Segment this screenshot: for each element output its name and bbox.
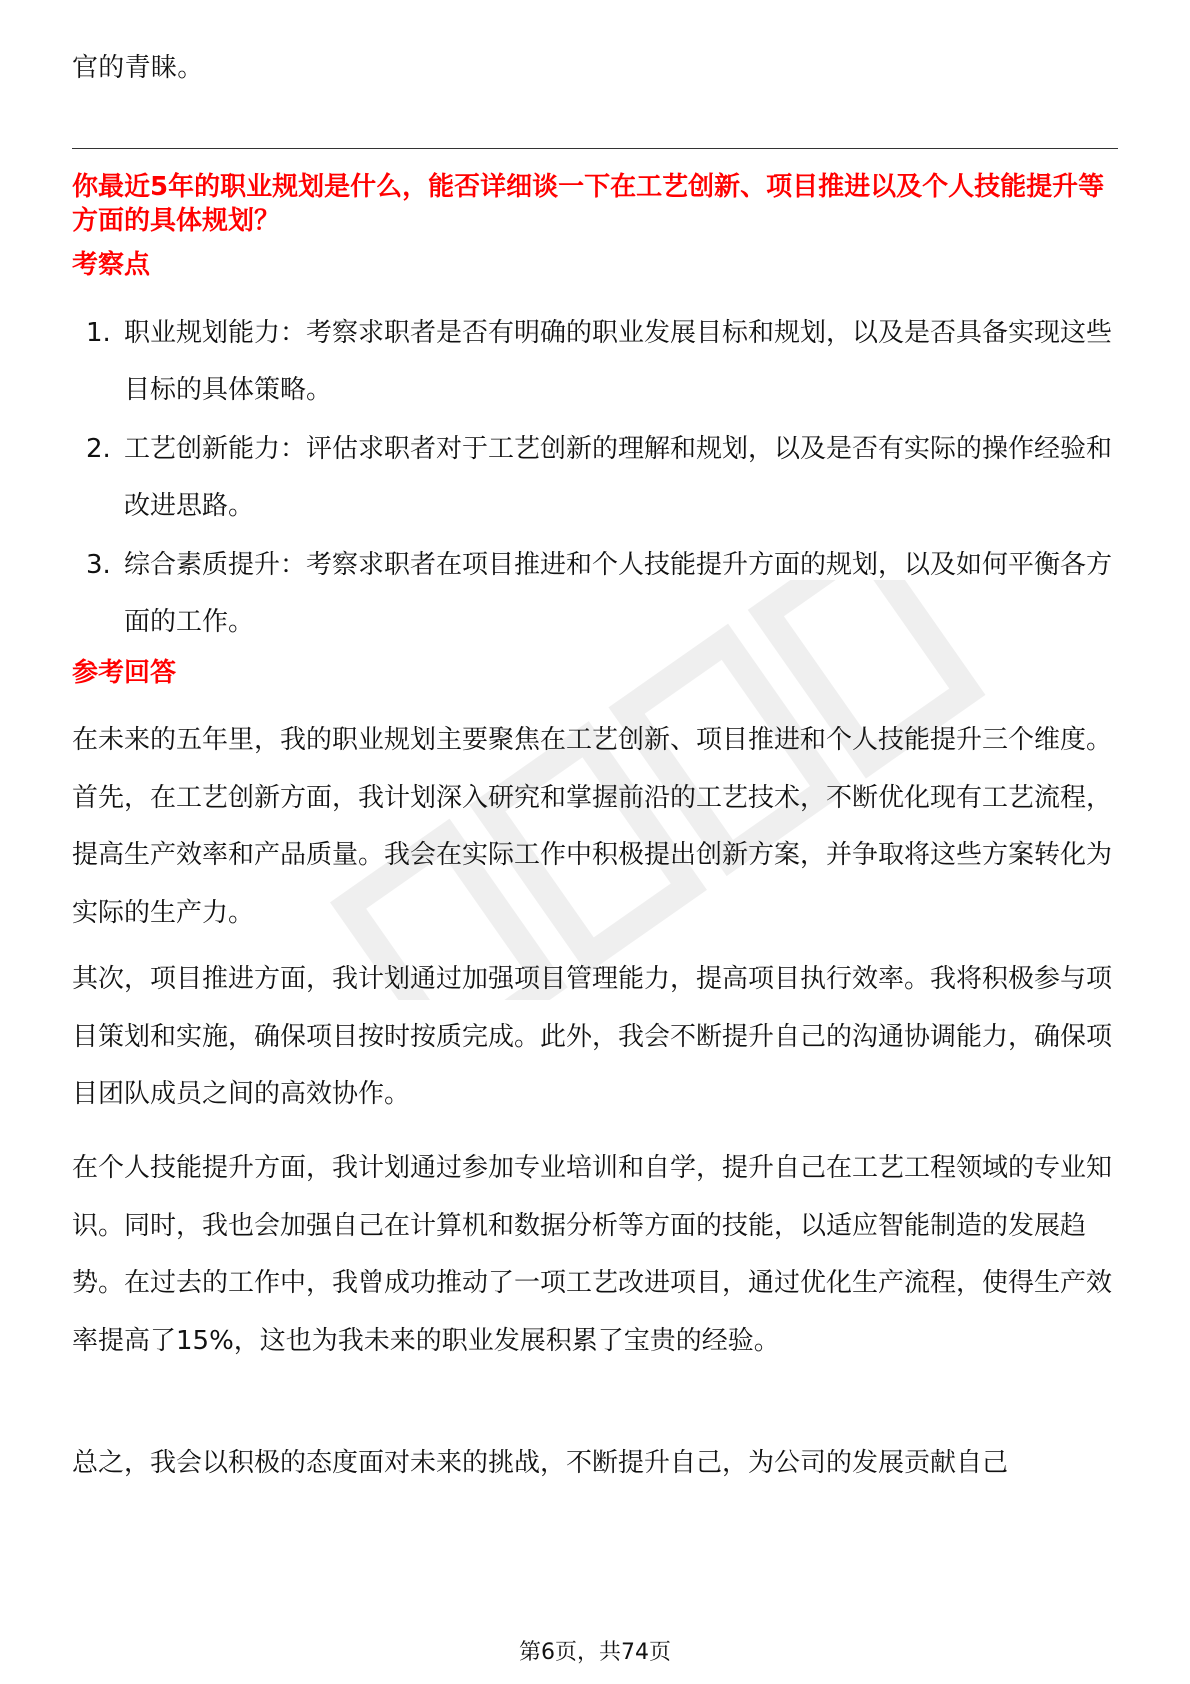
answer-paragraph: 在个人技能提升方面，我计划通过参加专业培训和自学，提升自己在工艺工程领域的专业知识。同时，我也会加强自己在计算机和数据分析等方面的技能，以适应智能制造的发展趋势。在过去的工作中，我曾成功推动了一项工艺改进项目，通过优化生产流程，使得生产效率提高了15%，这也为我未来的职业发展积累了宝贵的经验。 [72, 1153, 1113, 1356]
list-item-text: 综合素质提升：考察求职者在项目推进和个人技能提升方面的规划，以及如何平衡各方面的工作。 [124, 550, 1113, 637]
list-item [72, 305, 1118, 419]
answer-paragraph: 在未来的五年里，我的职业规划主要聚焦在工艺创新、项目推进和个人技能提升三个维度。首先，在工艺创新方面，我计划深入研究和掌握前沿的工艺技术，不断优化现有工艺流程，提高生产效率和产品质量。我会在实际工作中积极提出创新方案，并争取将这些方案转化为实际的生产力。 [72, 725, 1113, 928]
list-item-text: 职业规划能力：考察求职者是否有明确的职业发展目标和规划，以及是否具备实现这些目标的具体策略。 [124, 318, 1113, 405]
list-item-number: 3. [86, 550, 111, 580]
list-item-number: 2. [86, 434, 111, 464]
question-heading: 你最近5年的职业规划是什么，能否详细谈一下在工艺创新、项目推进以及个人技能提升等方面的具体规划？ [72, 172, 1105, 236]
list-item [72, 537, 1118, 651]
answer-title: 参考回答 [72, 658, 177, 688]
list-item [72, 421, 1118, 535]
points-list [72, 305, 1118, 653]
answer-paragraph: 其次，项目推进方面，我计划通过加强项目管理能力，提高项目执行效率。我将积极参与项目策划和实施，确保项目按时按质完成。此外，我会不断提升自己的沟通协调能力，确保项目团队成员之间的高效协作。 [72, 964, 1113, 1109]
list-item-text: 工艺创新能力：评估求职者对于工艺创新的理解和规划，以及是否有实际的操作经验和改进思路。 [124, 434, 1113, 521]
list-item-number: 1. [86, 318, 111, 348]
points-title: 考察点 [72, 250, 151, 280]
continued-text: 官的青睐。 [72, 53, 204, 83]
section-divider [72, 148, 1118, 149]
page-footer: 第6页，共74页 [519, 1640, 671, 1665]
answer-paragraph: 总之，我会以积极的态度面对未来的挑战，不断提升自己，为公司的发展贡献自己 [72, 1448, 1009, 1478]
